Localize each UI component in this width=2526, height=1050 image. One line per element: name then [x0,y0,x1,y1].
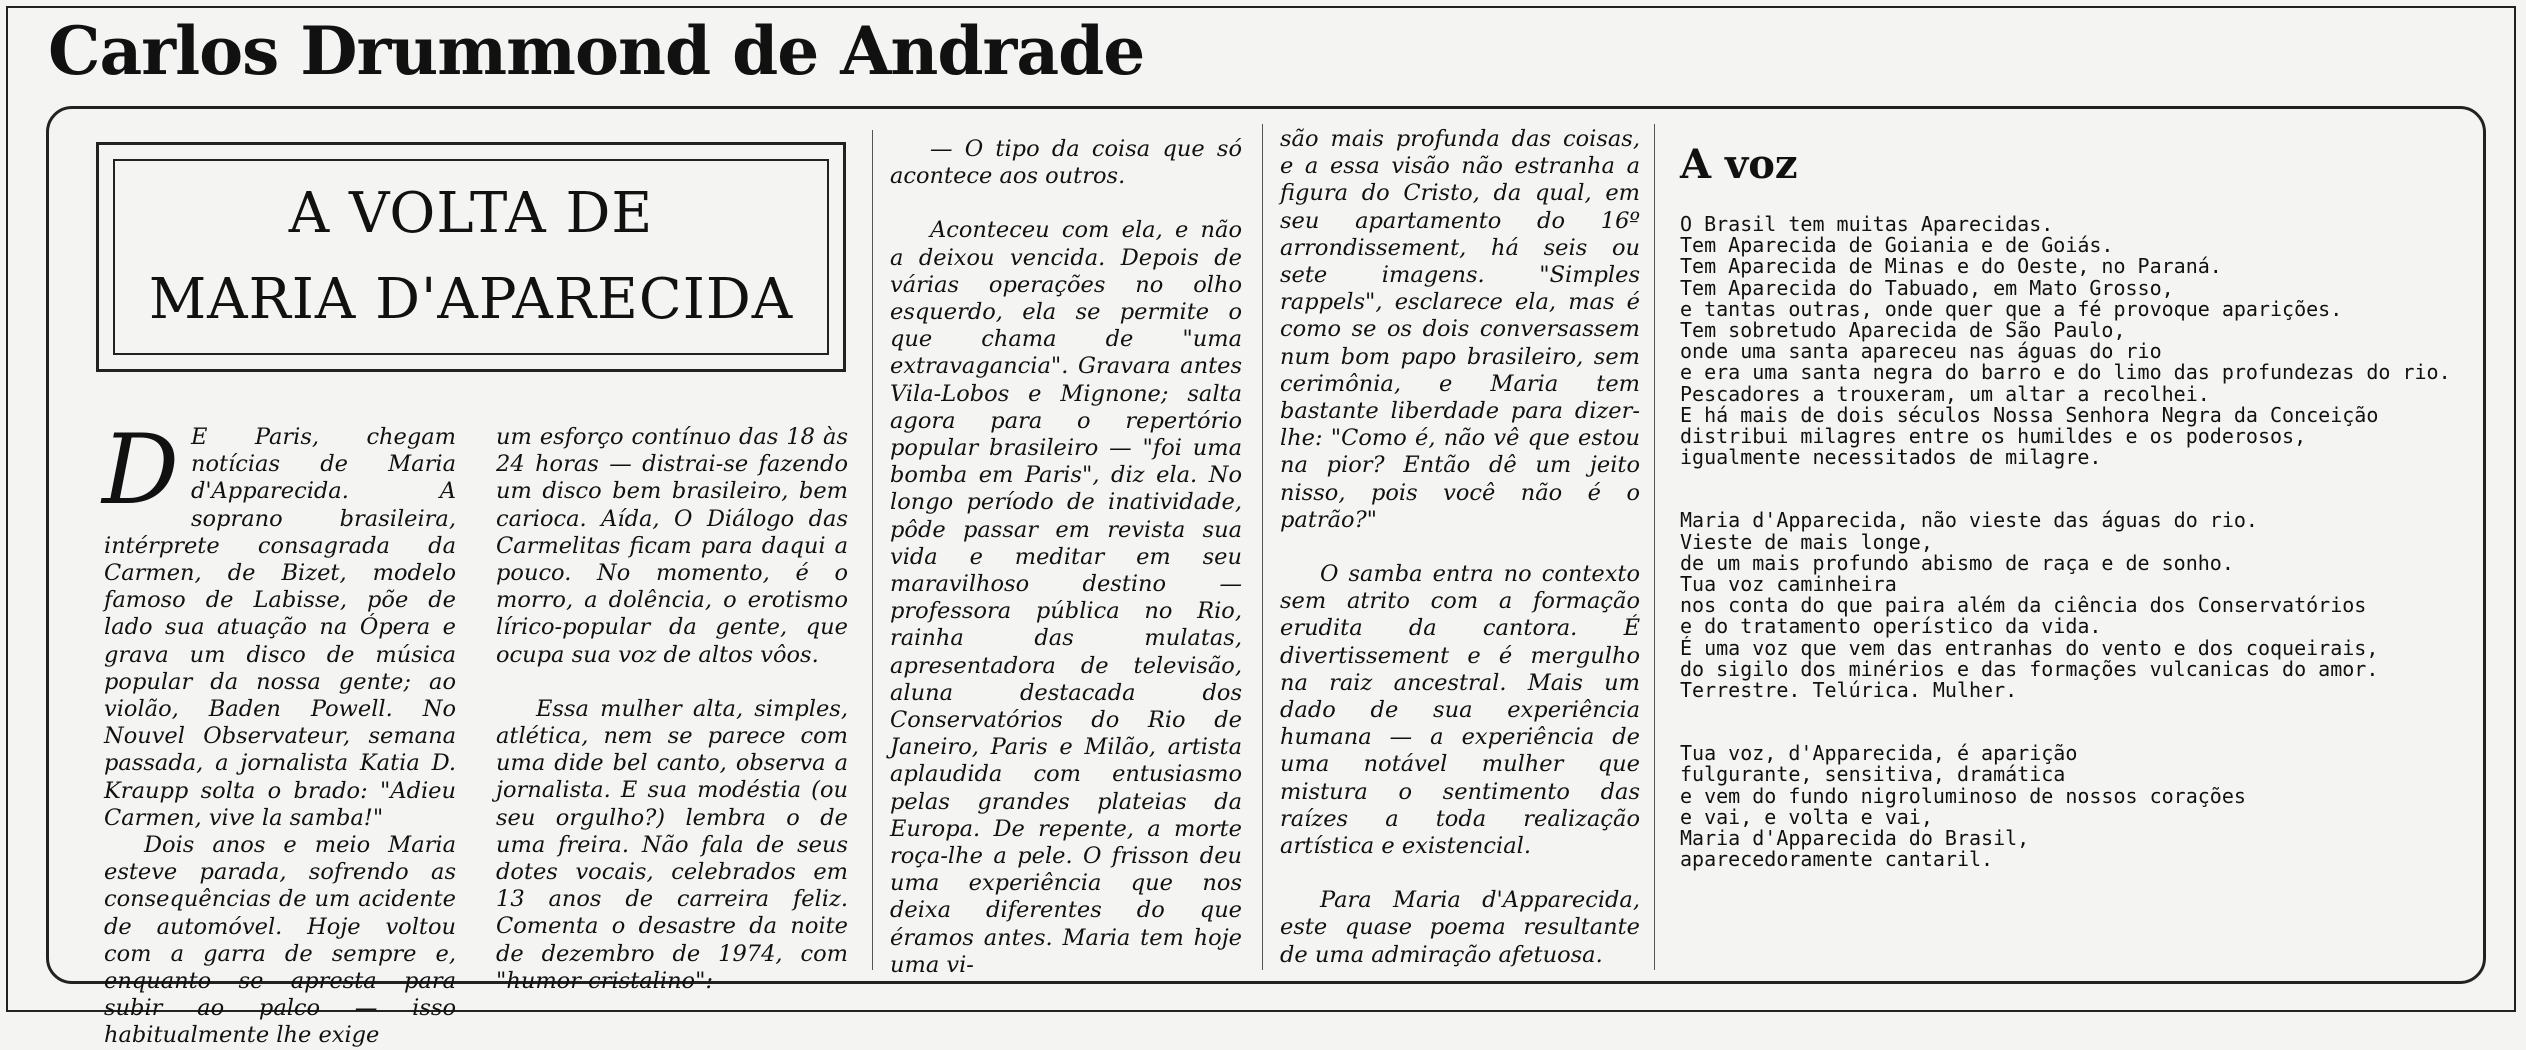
paragraph: — O tipo da coisa que só acontece aos outros. [890,136,1242,190]
article-column-2 [496,424,848,995]
poem-stanza-2 [1680,510,2460,701]
stanza-gap [1680,701,2460,743]
article-column-4 [1280,126,1640,969]
paragraph: Para Maria d'Apparecida, este quase poema resultante de uma admiração afetuosa. [1280,887,1640,968]
poem-line: E há mais de dois séculos Nossa Senhora Negra da Conceição [1680,402,2379,427]
lead-paragraph [102,414,456,832]
poem-line: igualmente necessitados de milagre. [1680,445,2102,470]
poem-line: Tem Aparecida de Minas e do Oeste, no Paraná. [1680,254,2222,279]
poem-line: e do tratamento operístico da vida. [1680,614,2102,639]
poem-stanza-1 [1680,214,2460,468]
poem-line: Tem sobretudo Aparecida de São Paulo, [1680,318,2126,343]
poem-line: fulgurante, sensitiva, dramática [1680,762,2066,787]
poem-line: O Brasil tem muitas Aparecidas. [1680,212,2054,236]
poem-line: Tua voz caminheira [1680,572,1897,597]
paragraph: Essa mulher alta, simples, atlética, nem se parece com uma dide bel canto, observa a jornalista. E sua modéstia (ou seu orgulho?) lembra o de uma freira. Não fala de seus dotes vocais, celebrados em 13 anos de carreira feliz. Comenta o desastre da noite de dezembro de 1974, com "humor cristalino": [496,695,848,994]
title-box-inner [113,159,829,355]
poem-line: e vem do fundo nigroluminoso de nossos corações [1680,783,2246,808]
paragraph: O samba entra no contexto sem atrito com a formação erudita da cantora. É divertissement e é mergulho na raiz ancestral. Mais um dado de sua experiência humana — a experiência de uma notável mulher que mistura o sentimento das raízes a toda realização artística e existencial. [1280,561,1640,860]
article-column-3 [890,136,1242,979]
poem-line: do sigilo dos minérios e das formações vulcanicas do amor. [1680,656,2379,681]
poem-stanza-3 [1680,743,2460,870]
poem [1680,214,2460,870]
paragraph: Dois anos e meio Maria esteve parada, sofrendo as consequências de um acidente de automóvel. Hoje voltou com a garra de sempre e, enquanto se apresta para subir ao palco — isso habitualmente lhe exige [104,832,456,1049]
poem-line: Vieste de mais longe, [1680,529,1933,554]
poem-line: Tua voz, d'Apparecida, é aparição [1680,741,2078,766]
paragraph: um esforço contínuo das 18 às 24 horas — distrai-se fazendo um disco bem brasileiro, bem carioca. Aída, O Diálogo das Carmelitas ficam para daqui a pouco. No momento, é o morro, a dolência, o erotismo lírico-popular da gente, que ocupa sua voz de altos vôos. [496,424,848,668]
column-separator [872,130,873,970]
column-separator [1654,124,1655,970]
poem-line: Maria d'Apparecida do Brasil, [1680,826,2030,851]
poem-line: nos conta do que paira além da ciência dos Conservatórios [1680,593,2367,618]
poem-line: distribui milagres entre os humildes e os poderosos, [1680,424,2307,449]
poem-line: e vai, e volta e vai, [1680,804,1933,829]
poem-line: Terrestre. Telúrica. Mulher. [1680,678,2018,703]
poem-line: Tem Aparecida do Tabuado, em Mato Grosso, [1680,275,2174,300]
poem-line: e tantas outras, onde quer que a fé provoque aparições. [1680,296,2343,321]
title-box [96,142,846,372]
author-byline: Carlos Drummond de Andrade [48,12,1145,90]
drop-cap: D [102,414,179,526]
headline-line-2: MARIA D'APARECIDA [148,267,794,332]
poem-line: onde uma santa apareceu nas águas do rio [1680,339,2162,364]
poem-heading: A voz [1680,141,1798,188]
stanza-gap [1680,468,2460,510]
poem-line: Tem Aparecida de Goiania e de Goiás. [1680,233,2114,258]
poem-line: aparecedoramente cantaril. [1680,847,1994,872]
poem-line: de um mais profundo abismo de raça e de sonho. [1680,550,2234,575]
headline-line-1: A VOLTA DE [288,181,654,246]
poem-line: Maria d'Apparecida, não vieste das águas do rio. [1680,508,2258,533]
poem-line: É uma voz que vem das entranhas do vento e dos coqueirais, [1680,635,2379,660]
paragraph-text: E Paris, chegam notícias de Maria d'Apparecida. A soprano brasileira, intérprete consagrada da Carmen, de Bizet, modelo famoso de Labisse, põe de lado sua atuação na Ópera e grava um disco de música popular da nossa gente; ao violão, Baden Powell. No Nouvel Observateur, semana passada, a jornalista Katia D. Kraupp solta o brado: "Adieu Carmen, vive la samba!" [104,424,456,831]
poem-line: Pescadores a trouxeram, um altar a recolhei. [1680,381,2210,406]
column-separator [1262,124,1263,970]
article-column-1 [102,414,456,1050]
paragraph: são mais profunda das coisas, e a essa visão não estranha a figura do Cristo, da qual, em seu apartamento do 16º arrondissement, há seis ou sete imagens. "Simples rappels", esclarece ela, mas é como se os dois conversassem num bom papo brasileiro, sem cerimônia, e Maria tem bastante liberdade para dizer-lhe: "Como é, não vê que estou na pior? Então dê um jeito nisso, pois você não é o patrão?" [1280,126,1640,533]
paragraph: Aconteceu com ela, e não a deixou vencida. Depois de várias operações no olho esquerdo, ela se permite o que chama de "uma extravagancia". Gravara antes Vila-Lobos e Mignone; salta agora para o repertório popular brasileiro — "foi uma bomba em Paris", diz ela. No longo período de inatividade, pôde passar em revista sua vida e meditar em seu maravilhoso destino — professora pública no Rio, rainha das mulatas, apresentadora de televisão, aluna destacada dos Conservatórios do Rio de Janeiro, Paris e Milão, artista aplaudida com entusiasmo pelas grandes plateias da Europa. De repente, a morte roça-lhe a pele. O frisson deu uma experiência que nos deixa diferentes do que éramos antes. Maria tem hoje uma vi- [890,217,1242,978]
poem-line: e era uma santa negra do barro e do limo das profundezas do rio. [1680,360,2451,385]
